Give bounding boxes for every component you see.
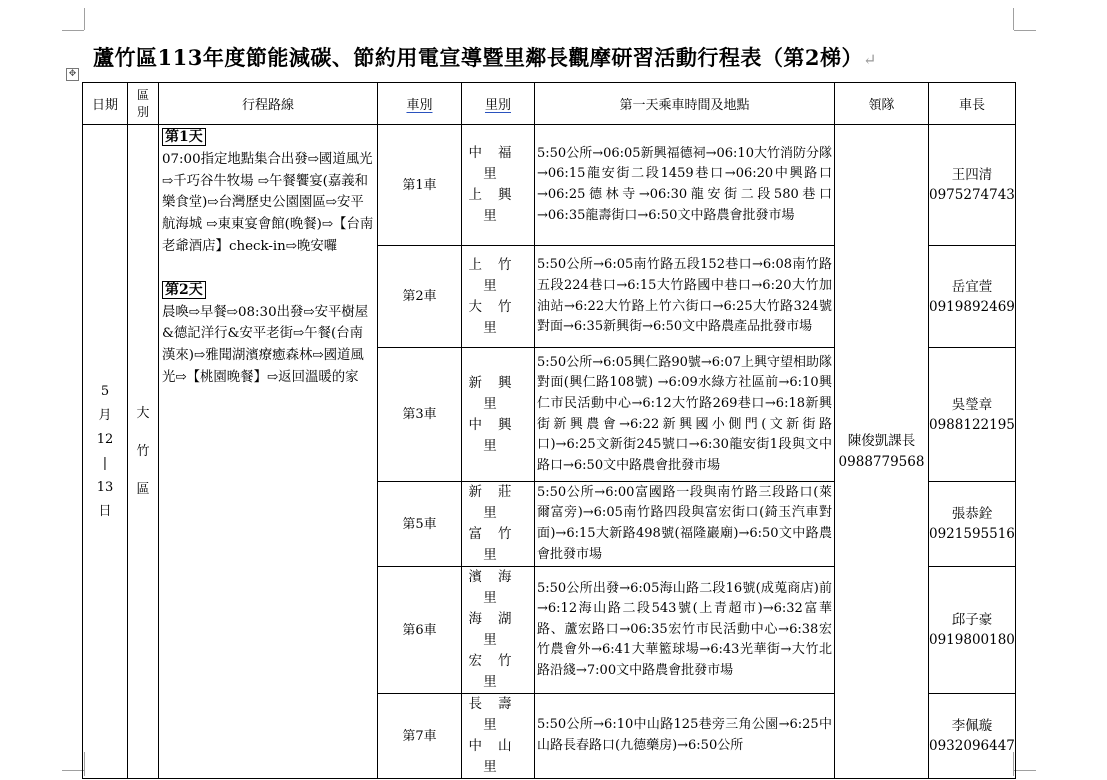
document-title [93, 40, 993, 76]
paragraph-mark: ↵ [862, 50, 877, 69]
leader-cell [835, 125, 929, 779]
chief-cell: 張恭銓 0921595516 [929, 482, 1016, 567]
car-cell: 第5車 [378, 482, 462, 567]
schedule-cell: 5:50公所→6:05興仁路90號→6:07上興守望相助隊對面(興仁路108號) →6:09水綠方社區前→6:10興仁市民活動中心→6:12大竹路269巷口→6:18新興街新興農會→6:22新興國小側門(文新街路口)→6:25文新街245號口→6:30龍安街1段與文中路口→6:50文中路農會批發市場 [535, 348, 835, 482]
chief-cell: 岳宜萱 0919892469 [929, 246, 1016, 348]
date-cell: 5 月 12 | 13 日 [83, 125, 128, 779]
document-title-text: 蘆竹區113年度節能減碳、節約用電宣導暨里鄰長觀摩研習活動行程表（第2梯） [93, 45, 863, 70]
header-route: 行程路線 [159, 83, 378, 125]
schedule-cell: 5:50公所→06:05新興福德祠→06:10大竹消防分隊→06:15龍安街二段1459巷口→06:20中興路口→06:25德林寺→06:30龍安街二段580巷口→06:35龍壽街口→6:50文中路農會批發市場 [535, 125, 835, 246]
village-cell: 新莊里 富竹里 [462, 482, 535, 567]
schedule-cell: 5:50公所→6:10中山路125巷旁三角公園→6:25中山路長春路口(九德藥房)→6:50公所 [535, 694, 835, 779]
crop-mark [1013, 8, 1014, 30]
village-cell: 中福里 上興里 [462, 125, 535, 246]
day2-route: 晨喚⇨早餐⇨08:30出發⇨安平樹屋&德記洋行&安平老街⇨午餐(台南漢來)⇨雅聞湖濱療癒森林⇨國道風光⇨【桃園晚餐】⇨返回溫暖的家 [162, 304, 369, 385]
table-header-row [83, 83, 1016, 125]
schedule-cell: 5:50公所→6:00富國路一段與南竹路三段路口(萊爾富旁)→6:05南竹路四段與富宏街口(錡玉汽車對面)→6:15大新路498號(福隆巖廟)→6:50文中路農會批發市場 [535, 482, 835, 567]
car-cell: 第6車 [378, 567, 462, 694]
table-row [83, 125, 1016, 246]
car-cell: 第1車 [378, 125, 462, 246]
car-cell: 第2車 [378, 246, 462, 348]
leader-name: 陳俊凱課長 [847, 432, 916, 449]
car-cell: 第7車 [378, 694, 462, 779]
chief-cell: 李佩璇 0932096447 [929, 694, 1016, 779]
district-cell: 大 竹 區 [128, 125, 159, 779]
crop-mark [1014, 770, 1036, 771]
village-cell: 上竹里 大竹里 [462, 246, 535, 348]
schedule-cell: 5:50公所出發→6:05海山路二段16號(成蒐商店)前→6:12海山路二段543號(上青超市)→6:32富華路、蘆宏路口→06:35宏竹市民活動中心→6:38宏竹農會外→6:41大華籃球場→6:43光華街→大竹北路沿綫→7:00文中路農會批發市場 [535, 567, 835, 694]
day1-label: 第1天 [162, 128, 206, 146]
village-cell: 新興里 中興里 [462, 348, 535, 482]
day1-route: 07:00指定地點集合出發⇨國道風光⇨千巧谷牛牧場 ⇨午餐饗宴(嘉義和樂食堂)⇨台灣歷史公園園區⇨安平航海城 ⇨東東宴會館(晚餐)⇨【台南老爺酒店】check-in⇨晚安囉 [162, 151, 374, 254]
chief-cell: 吳瑩章 0988122195 [929, 348, 1016, 482]
leader-phone: 0988779568 [838, 453, 925, 470]
header-chief: 車長 [929, 83, 1016, 125]
crop-mark [62, 770, 84, 771]
header-date: 日期 [83, 83, 128, 125]
chief-cell: 邱子豪 0919800180 [929, 567, 1016, 694]
crop-mark [84, 8, 85, 30]
itinerary-table [82, 82, 1016, 779]
header-schedule: 第一天乘車時間及地點 [535, 83, 835, 125]
header-leader: 領隊 [835, 83, 929, 125]
schedule-cell: 5:50公所→6:05南竹路五段152巷口→6:08南竹路五段224巷口→6:15大竹路國中巷口→6:20大竹加油站→6:22大竹路上竹六街口→6:25大竹路324號對面→6:35新興街→6:50文中路農產品批發市場 [535, 246, 835, 348]
crop-mark [62, 30, 84, 31]
header-car: 車別 [378, 83, 462, 125]
village-cell: 濱海里 海湖里 宏竹里 [462, 567, 535, 694]
header-district: 區別 [128, 83, 159, 125]
car-cell: 第3車 [378, 348, 462, 482]
chief-cell: 王四清 0975274743 [929, 125, 1016, 246]
village-cell: 長壽里 中山里 [462, 694, 535, 779]
table-move-handle-icon[interactable]: ✥ [66, 68, 79, 81]
header-village: 里別 [462, 83, 535, 125]
route-cell [159, 125, 378, 779]
crop-mark [1014, 30, 1036, 31]
day2-label: 第2天 [162, 281, 206, 299]
